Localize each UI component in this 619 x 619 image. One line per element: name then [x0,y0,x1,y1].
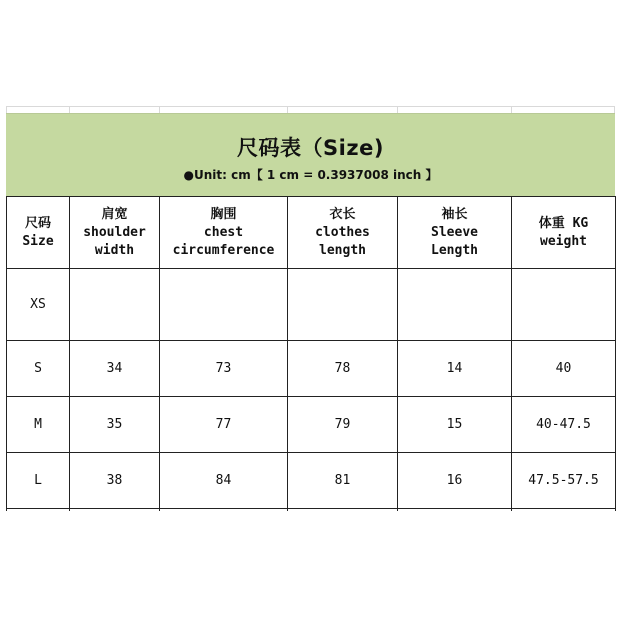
cell-weight: 40 [512,341,616,397]
header-label: 肩宽 [101,206,128,222]
header-sleeve-length [398,197,512,269]
cell-sleeve: 15 [398,397,512,453]
table-row [7,341,616,397]
header-label: width [94,242,135,258]
unit-note: ●Unit: cm【 1 cm = 0.3937008 inch 】 [183,168,438,182]
header-row [7,197,616,269]
cell-weight [512,269,616,341]
header-label: Sleeve [431,224,478,240]
cell-length: 79 [288,397,398,453]
header-label: 衣长 [329,206,356,222]
header-label: 尺码 [24,215,51,231]
cell-sleeve [398,269,512,341]
header-clothes-length [288,197,398,269]
header-label: circumference [172,242,275,258]
cell-shoulder [70,269,160,341]
cell-chest [160,269,288,341]
table-row [7,397,616,453]
header-label: clothes [315,224,370,240]
header-size [7,197,70,269]
header-weight [512,197,616,269]
cell-chest: 77 [160,397,288,453]
header-label: shoulder [83,224,146,240]
cell-length: 78 [288,341,398,397]
cell-sleeve: 14 [398,341,512,397]
table-row-cutoff [7,509,616,512]
header-label: chest [203,224,244,240]
header-label: length [319,242,366,258]
cell-length: 81 [288,453,398,509]
header-shoulder-width [70,197,160,269]
title-band [6,113,615,197]
table-row [7,453,616,509]
cell-chest: 73 [160,341,288,397]
cell-weight: 40-47.5 [512,397,616,453]
header-label: Size [22,233,54,249]
cell-size: XS [7,269,70,341]
header-label: weight [540,233,587,249]
cell-weight: 47.5-57.5 [512,453,616,509]
cell-size: M [7,397,70,453]
header-label: 体重 KG [538,215,589,231]
cell-sleeve: 16 [398,453,512,509]
chart-title: 尺码表（Size) [237,136,384,160]
header-label: 袖长 [441,206,468,222]
sheet-gridline [6,106,615,107]
cell-shoulder: 35 [70,397,160,453]
header-chest-circumference [160,197,288,269]
cell-shoulder: 38 [70,453,160,509]
cell-size: L [7,453,70,509]
cell-length [288,269,398,341]
cell-shoulder: 34 [70,341,160,397]
size-table [6,196,616,511]
cell-size: S [7,341,70,397]
header-label: Length [431,242,478,258]
cell-chest: 84 [160,453,288,509]
header-label: 胸围 [210,206,237,222]
table-row [7,269,616,341]
